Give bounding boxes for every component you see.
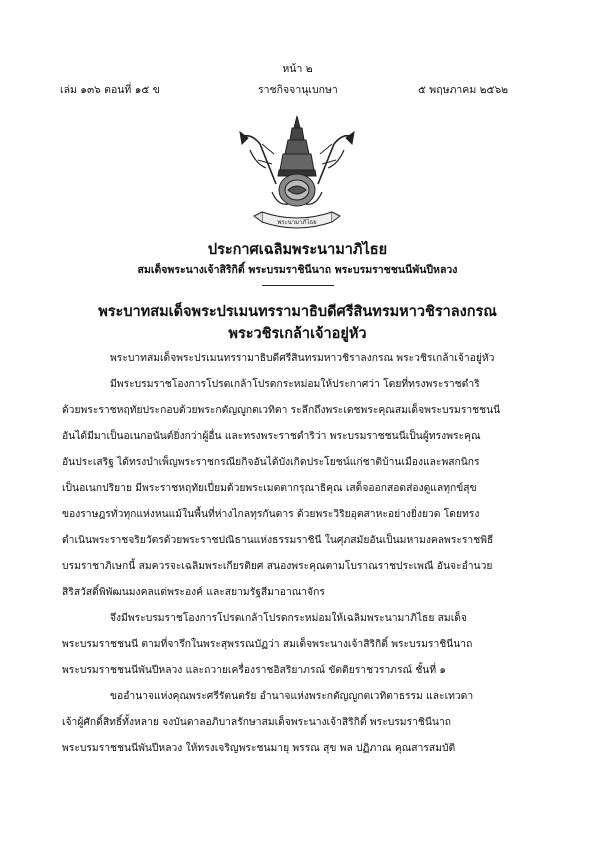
paragraph-line: ของราษฎรทั่วทุกแห่งหนแม้ในพื้นที่ห่างไกลทุรกันดาร ด้วยพระวิริยอุตสาหะอย่างยิ่งยวด โดยทรง bbox=[62, 508, 480, 520]
paragraph-line: เป็นอเนกปริยาย มีพระราชหฤทัยเปี่ยมด้วยพระเมตตากรุณาธิคุณ เสด็จออกสอดส่องดูแลทุกข์สุข bbox=[62, 482, 477, 494]
paragraph-line: ด้วยพระราชหฤทัยประกอบด้วยพระกตัญญูกตเวทิตา ระลึกถึงพระเดชพระคุณสมเด็จพระบรมราชชนนี bbox=[62, 404, 501, 416]
paragraph-line: อันประเสริฐ ได้ทรงบำเพ็ญพระราชกรณียกิจอันได้บังเกิดประโยชน์แก่ชาติบ้านเมืองและพสกนิกร bbox=[62, 456, 480, 468]
king-name-line-1: พระบาทสมเด็จพระปรเมนทรรามาธิบดีศรีสินทรมหาวชิราลงกรณ bbox=[98, 303, 497, 320]
page-number: หน้า ๒ bbox=[282, 63, 313, 75]
paragraph-line: พระบรมราชชนนีพันปีหลวง ให้ทรงเจริญพระชนมายุ พรรณ สุข พล ปฏิภาณ คุณสารสมบัติ bbox=[62, 742, 456, 754]
title-divider bbox=[262, 285, 334, 286]
royal-emblem-icon bbox=[232, 114, 362, 234]
signature-line: พระบาทสมเด็จพระปรเมนทรรามาธิบดีศรีสินทรมหาวชิราลงกรณ พระวชิรเกล้าเจ้าอยู่หัว bbox=[110, 352, 495, 364]
paragraph-line: เจ้าผู้ศักดิ์สิทธิ์ทั้งหลาย จงบันดาลอภิบาลรักษาสมเด็จพระนางเจ้าสิริกิติ์ พระบรมราชินีนาถ bbox=[62, 716, 451, 728]
announcement-subtitle: สมเด็จพระนางเจ้าสิริกิติ์ พระบรมราชินีนาถ พระบรมราชชนนีพันปีหลวง bbox=[137, 264, 458, 276]
paragraph-line: บรมราชาภิเษกนี้ สมควรจะเฉลิมพระเกียรติยศ สนองพระคุณตามโบราณราชประเพณี อันจะอำนวย bbox=[62, 560, 493, 572]
paragraph-line: พระบรมราชชนนีพันปีหลวง และถวายเครื่องราชอิสริยาภรณ์ ขัตติยราชวราภรณ์ ชั้นที่ ๑ bbox=[62, 664, 446, 676]
paragraph-line: พระบรมราชชนนี ตามที่จารึกในพระสุพรรณบัฏว่า สมเด็จพระนางเจ้าสิริกิติ์ พระบรมราชินีนาถ bbox=[62, 638, 473, 650]
paragraph-line: ดำเนินพระราชจริยวัตรด้วยพระราชปณิธานแห่งธรรมราชินี ในศุภสมัยอันเป็นมหามงคลพระราชพิธี bbox=[62, 534, 494, 546]
paragraph-line: จึงมีพระบรมราชโองการโปรดเกล้าโปรดกระหม่อมให้เฉลิมพระนามาภิไธย สมเด็จ bbox=[110, 612, 467, 624]
king-name-line-2: พระวชิรเกล้าเจ้าอยู่หัว bbox=[228, 325, 367, 342]
paragraph-line: มีพระบรมราชโองการโปรดเกล้าโปรดกระหม่อมให้ประกาศว่า โดยที่ทรงพระราชดำริ bbox=[110, 378, 480, 390]
publication-name: ราชกิจจานุเบกษา bbox=[258, 84, 338, 96]
paragraph-line: อันได้มีมาเป็นอเนกอนันต์ยิ่งกว่าผู้อื่น และทรงพระราชดำริว่า พระบรมราชชนนีเป็นผู้ทรงพระคุณ bbox=[62, 430, 481, 442]
volume-number: เล่ม ๑๓๖ ตอนที่ ๑๕ ข bbox=[60, 84, 160, 96]
publication-date: ๕ พฤษภาคม ๒๕๖๒ bbox=[418, 84, 509, 96]
paragraph-line: ขออำนาจแห่งคุณพระศรีรัตนตรัย อำนาจแห่งพระกตัญญูกตเวทิตาธรรม และเทวดา bbox=[110, 690, 474, 702]
svg-text:พระนามาภิไธย: พระนามาภิไธย bbox=[277, 219, 317, 226]
announcement-title: ประกาศเฉลิมพระนามาภิไธย bbox=[207, 241, 388, 258]
paragraph-line: สิริสวัสดิ์พิพัฒนมงคลแด่พระองค์ และสยามรัฐสีมาอาณาจักร bbox=[62, 586, 325, 598]
